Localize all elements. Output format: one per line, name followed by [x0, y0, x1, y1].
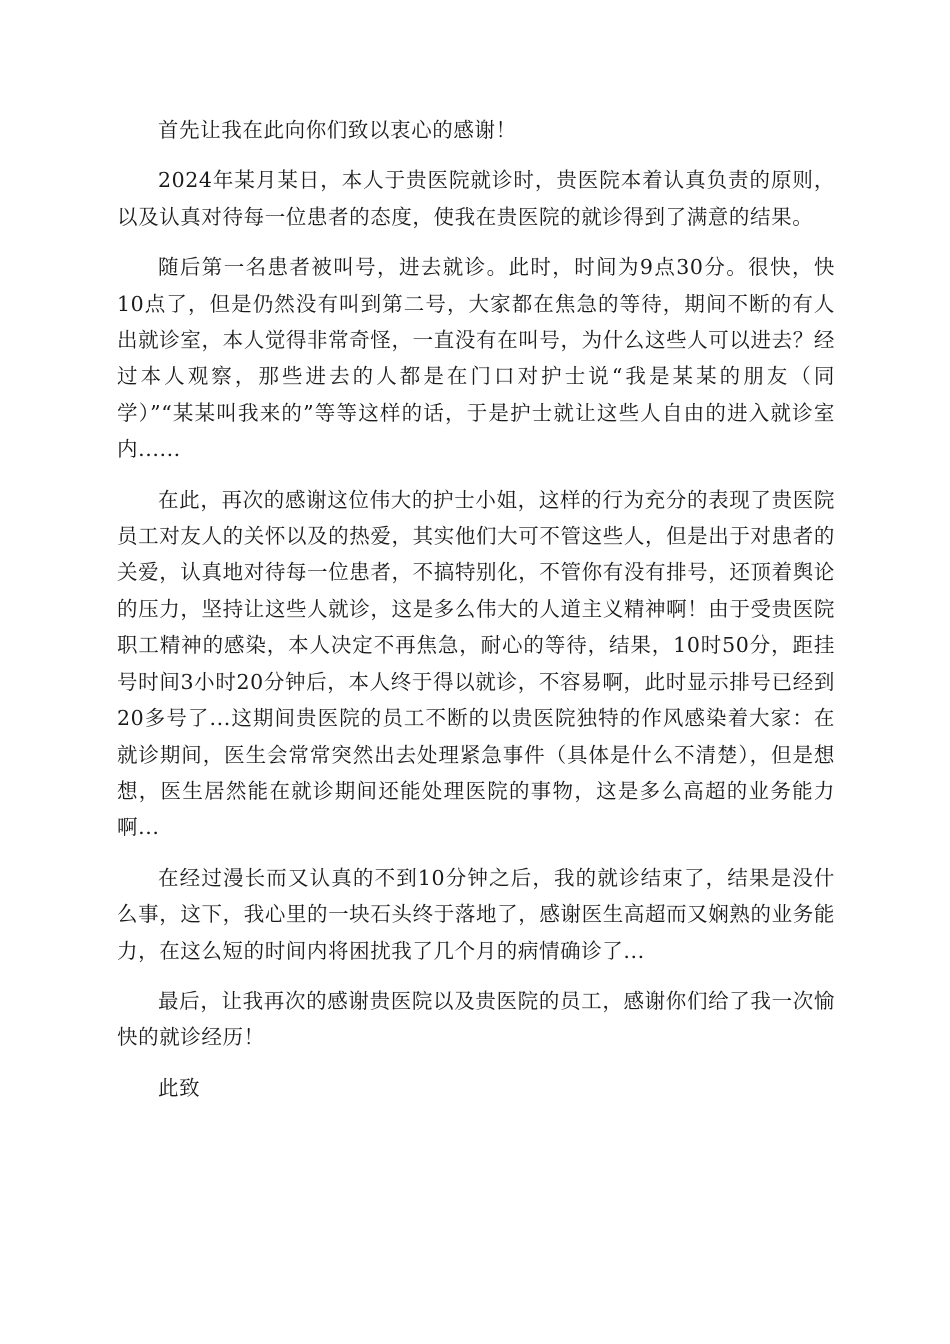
paragraph-queue: 随后第一名患者被叫号，进去就诊。此时，时间为9点30分。很快，快10点了，但是仍然没有叫到第二号，大家都在焦急的等待，期间不断的有人出就诊室，本人觉得非常奇怪，一直没有在叫号，为什么这些人可以进去？经过本人观察，那些进去的人都是在门口对护士说“我是某某的朋友（同学）”“某某叫我来的”等等这样的话，于是护士就让这些人自由的进入就诊室内......: [117, 255, 835, 462]
paragraph-visit-date: 2024年某月某日，本人于贵医院就诊时，贵医院本着认真负责的原则，以及认真对待每一位患者的态度，使我在贵医院的就诊得到了满意的结果。: [117, 168, 835, 229]
paragraph-opening: 首先让我在此向你们致以衷心的感谢！: [158, 118, 517, 142]
paragraph-diagnosis: 在经过漫长而又认真的不到10分钟之后，我的就诊结束了，结果是没什么事，这下，我心里的一块石头终于落地了，感谢医生高超而又娴熟的业务能力，在这么短的时间内将困扰我了几个月的病情确诊了...: [117, 865, 835, 963]
letter-body: [117, 112, 835, 1120]
paragraph-thanks-nurse: 在此，再次的感谢这位伟大的护士小姐，这样的行为充分的表现了贵医院员工对友人的关怀以及的热爱，其实他们大可不管这些人，但是出于对患者的关爱，认真地对待每一位患者，不搞特别化，不管你有没有排号，还顶着舆论的压力，坚持让这些人就诊，这是多么伟大的人道主义精神啊！由于受贵医院职工精神的感染，本人决定不再焦急，耐心的等待，结果，10时50分，距挂号时间3小时20分钟后，本人终于得以就诊，不容易啊，此时显示排号已经到20多号了...这期间贵医院的员工不断的以贵医院独特的作风感染着大家：在就诊期间，医生会常常突然出去处理紧急事件（具体是什么不清楚），但是想想，医生居然能在就诊期间还能处理医院的事物，这是多么高超的业务能力啊...: [117, 487, 835, 840]
paragraph-salutation: 此致: [158, 1075, 201, 1100]
paragraph-closing-thanks: 最后，让我再次的感谢贵医院以及贵医院的员工，感谢你们给了我一次愉快的就诊经历！: [117, 988, 835, 1050]
